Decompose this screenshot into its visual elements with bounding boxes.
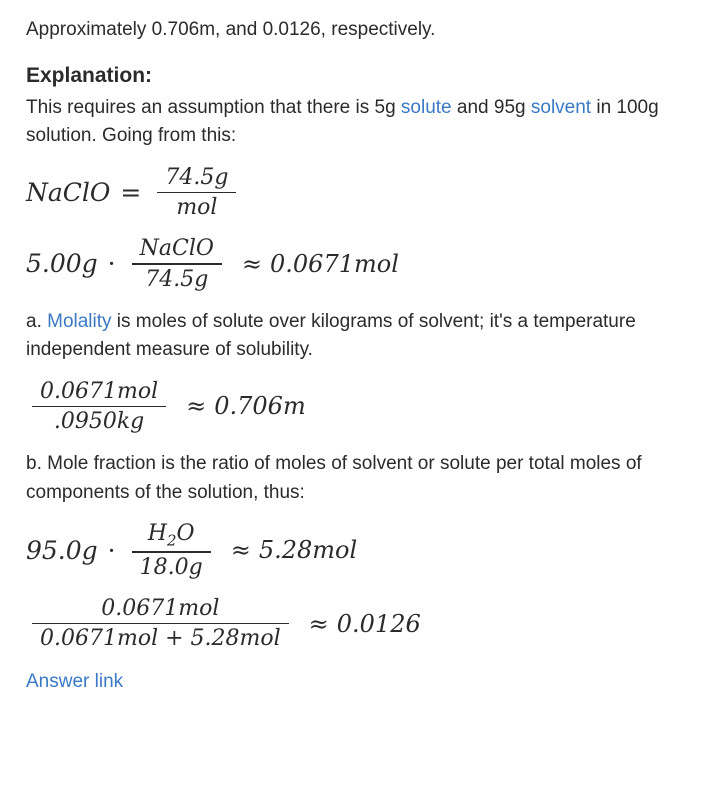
- eq2-approx-sign: ≈: [241, 249, 263, 278]
- explanation-intro: [26, 94, 699, 151]
- part-b-text: b. Mole fraction is the ratio of moles of solvent or solute per total moles of components of the solution, thus:: [26, 453, 642, 503]
- solute-link[interactable]: solute: [400, 96, 452, 118]
- eq1-equals: =: [120, 177, 142, 207]
- eq3-approx-sign: ≈: [186, 392, 207, 421]
- eq4-approx-sign: ≈: [230, 536, 251, 565]
- eq1-lhs: NaClO: [26, 177, 111, 207]
- molality-link[interactable]: Molality: [47, 310, 112, 332]
- eq4-num-h: H: [147, 521, 167, 547]
- eq2-fraction: [132, 236, 222, 292]
- equation-mole-fraction: [26, 596, 699, 652]
- explanation-heading: Explanation:: [26, 63, 153, 87]
- eq5-fraction: [32, 596, 289, 652]
- equation-moles-solute: [26, 236, 699, 292]
- eq5-numerator: 0.0671mol: [101, 595, 220, 621]
- part-a-label: a.: [26, 310, 48, 332]
- eq2-denominator: 74.5g: [145, 266, 209, 292]
- eq2-result: 0.0671mol: [270, 249, 399, 278]
- equation-naclo-molar-mass: [26, 165, 699, 221]
- eq2-dot: ·: [107, 249, 116, 279]
- eq3-result: 0.706m: [214, 392, 306, 421]
- eq4-numerator: [140, 521, 203, 551]
- eq1-fraction: [157, 165, 236, 221]
- intro-text-part2: and 95g: [451, 96, 531, 118]
- footer-cut-text[interactable]: Answer link: [26, 671, 124, 693]
- eq4-num-o: O: [176, 521, 195, 547]
- eq3-fraction: [32, 379, 166, 435]
- eq2-numerator: NaClO: [139, 236, 214, 262]
- eq4-fraction: [132, 521, 211, 580]
- part-a-text: [26, 308, 699, 365]
- answer-summary: Approximately 0.706m, and 0.0126, respectively.: [26, 19, 436, 40]
- intro-text-part1: This requires an assumption that there is 5g: [26, 96, 401, 118]
- solvent-link[interactable]: solvent: [530, 96, 592, 118]
- eq4-result: 5.28mol: [258, 536, 358, 565]
- eq5-approx-sign: ≈: [308, 609, 329, 638]
- part-a-body: is moles of solute over kilograms of solvent; it's a temperature independent measure of solubility.: [26, 310, 636, 361]
- equation-moles-water: [26, 521, 699, 580]
- eq5-denominator: 0.0671mol + 5.28mol: [40, 626, 281, 652]
- eq4-denominator: 18.0g: [139, 554, 203, 580]
- eq4-mass: 95.0g: [26, 535, 98, 565]
- eq3-numerator: 0.0671mol: [40, 378, 159, 404]
- eq1-numerator: 74.5g: [165, 164, 229, 190]
- eq5-result: 0.0126: [336, 609, 421, 638]
- eq4-num-subscript: 2: [166, 531, 177, 550]
- intro-text-part3: in 100g solution. Going from this:: [26, 96, 659, 147]
- equation-molality: [26, 379, 699, 435]
- eq1-denominator: mol: [176, 195, 218, 221]
- eq2-mass: 5.00g: [26, 249, 98, 279]
- eq3-denominator: .0950kg: [53, 409, 145, 435]
- eq4-dot: ·: [107, 535, 116, 565]
